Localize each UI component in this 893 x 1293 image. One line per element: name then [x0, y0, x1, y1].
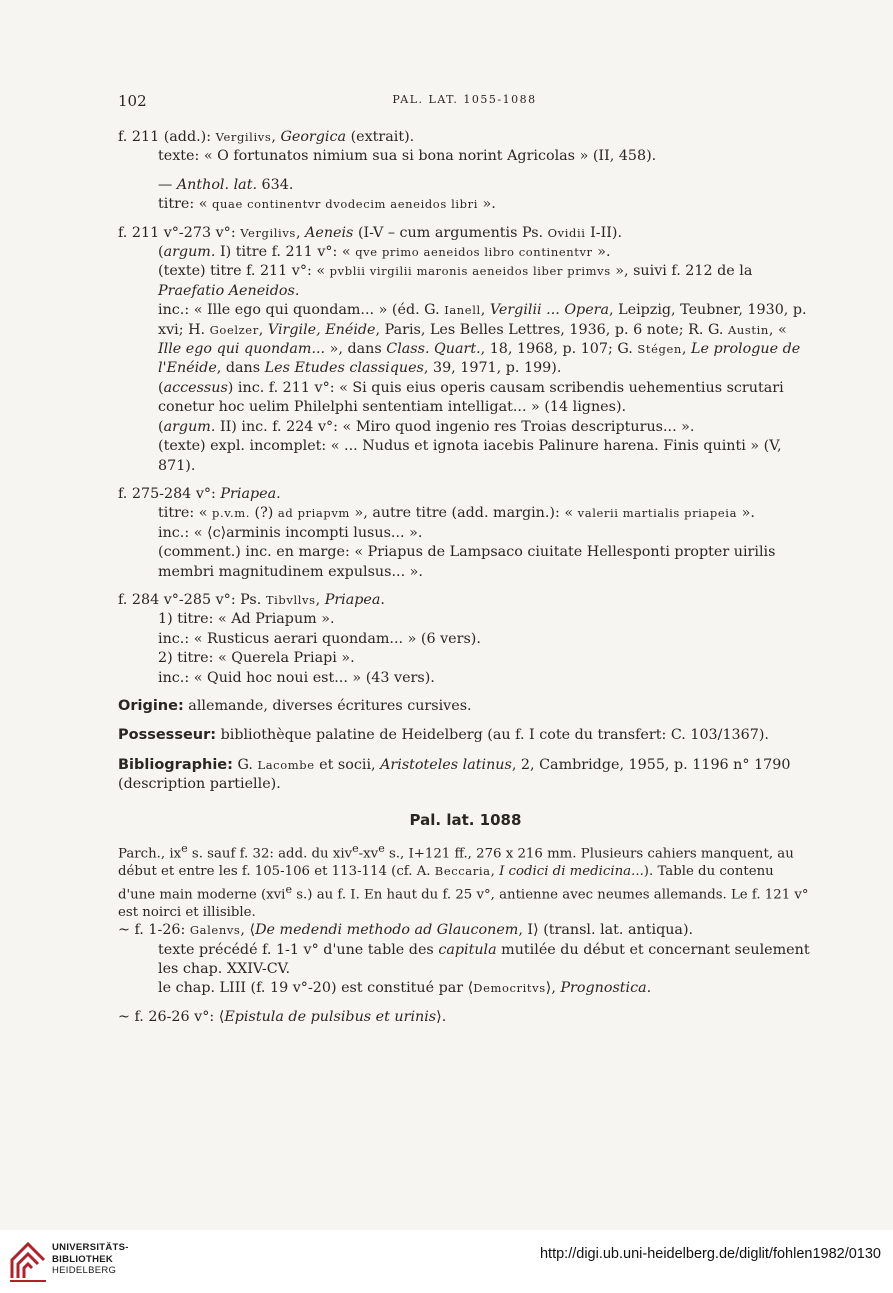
- text: .: [294, 282, 300, 299]
- text: .: [380, 591, 385, 608]
- entry-title: [118, 591, 813, 610]
- entry-priapea: [118, 485, 813, 582]
- text: , 18, 1968, p. 107; G.: [480, 341, 638, 358]
- text: ⟩.: [436, 1008, 447, 1025]
- text: .: [646, 980, 652, 997]
- italic-text: Les Etudes classiques: [264, 360, 424, 377]
- entry-title: [118, 921, 813, 940]
- italic-text: Vergilii ... Opera: [489, 302, 610, 319]
- text: bibliothèque palatine de Heidelberg (au f. I cote du transfert: C. 103/1367).: [216, 727, 769, 744]
- text: , dans: [216, 360, 265, 377]
- italic-text: argum.: [163, 244, 216, 261]
- superscript: e: [352, 842, 359, 855]
- author: Ianell: [444, 303, 481, 318]
- library-name-line: HEIDELBERG: [52, 1265, 117, 1276]
- text: (texte) titre f. 211 v°: «: [158, 263, 330, 280]
- text: f. 275-284 v°:: [118, 485, 221, 502]
- italic-text: Class. Quart.: [386, 341, 481, 358]
- text: Parch., ix: [118, 846, 182, 862]
- section-label: Origine:: [118, 697, 184, 714]
- entry-galenus: [118, 921, 813, 999]
- text: ) inc. f. 211 v°: « Si quis eius operis causam scribendis uehementius scrutari conetur hoc uelim Philelphi sententiam intelligat... » (14 lignes).: [158, 379, 784, 416]
- author: Goelzer: [209, 322, 259, 337]
- text: ~ f. 1-26:: [118, 922, 190, 939]
- entry-line: [158, 243, 813, 262]
- entry-line: inc.: « Rusticus aerari quondam... » (6 vers).: [158, 630, 481, 647]
- work-title: De medendi methodo ad Glauconem: [255, 922, 519, 939]
- author: Vergilivs: [240, 225, 296, 240]
- text: ,: [490, 864, 500, 880]
- work-title: Anthol. lat.: [176, 176, 257, 193]
- entry-title: [118, 128, 813, 147]
- text: ,: [271, 129, 281, 145]
- italic-text: Ille ego qui quondam...: [158, 341, 326, 358]
- italic-text: Virgile, Enéide: [267, 321, 376, 338]
- text: mutilée du début et concernant seulement les chap. XXIV-CV.: [158, 941, 810, 978]
- text: (I-V – cum argumentis Ps.: [353, 224, 548, 241]
- entry-aeneis: [118, 224, 813, 476]
- text: (: [158, 418, 164, 435]
- text: (extrait).: [346, 129, 415, 145]
- text: ~ f. 26-26 v°: ⟨: [118, 1008, 225, 1025]
- text: , Paris, Les Belles Lettres, 1936, p. 6 note; R. G.: [375, 321, 728, 338]
- superscript: e: [181, 842, 188, 855]
- author: Democritvs: [473, 981, 546, 996]
- work-title: Priapea: [324, 591, 381, 608]
- text: , 2, Cambridge, 1955, p. 1196 n° 1790 (description partielle).: [118, 756, 791, 793]
- small-caps-text: qve primo aeneidos libro continentvr: [355, 245, 593, 260]
- italic-text: Praefatio Aeneidos: [158, 282, 295, 299]
- small-caps-text: p.v.m.: [212, 506, 250, 521]
- superscript: e: [378, 842, 385, 855]
- entry-line: [158, 195, 813, 214]
- library-name: [52, 1242, 129, 1277]
- bibliographie-section: [118, 756, 813, 795]
- text: allemande, diverses écritures cursives.: [183, 697, 472, 714]
- entry-title: [118, 485, 813, 504]
- superscript: e: [285, 882, 292, 896]
- running-head: PAL. LAT. 1055-1088: [392, 93, 537, 106]
- text: inc.: « Ille ego qui quondam... » (éd. G.: [158, 302, 445, 319]
- text: -xv: [358, 846, 379, 862]
- text: », suivi f. 212 de la: [610, 263, 753, 280]
- author: Austin: [728, 322, 769, 337]
- entry-title: [118, 224, 813, 243]
- entry-line: [158, 418, 813, 437]
- entry-line: texte: « O fortunatos nimium sua si bona norint Agricolas » (II, 458).: [158, 148, 657, 165]
- italic-text: I codici di medicina...: [499, 864, 644, 880]
- text: ».: [737, 505, 755, 522]
- entry-epistula: [118, 1008, 813, 1027]
- italic-text: argum.: [163, 418, 216, 435]
- text: et socii,: [314, 756, 381, 773]
- entry-line: [158, 979, 813, 998]
- text: », dans: [325, 341, 387, 358]
- text: , 39, 1971, p. 199).: [423, 360, 562, 377]
- entry-line: [158, 379, 813, 418]
- work-title: Priapea: [220, 485, 277, 502]
- manuscript-heading: Pal. lat. 1088: [409, 810, 522, 829]
- text: ,: [315, 591, 325, 608]
- text: ,: [480, 302, 490, 319]
- work-title: Epistula de pulsibus et urinis: [224, 1008, 437, 1025]
- text: II) inc. f. 224 v°: « Miro quod ingenio res Troias descripturus... ».: [215, 418, 695, 435]
- text: », autre titre (add. margin.): «: [349, 505, 578, 522]
- entry-line: [158, 301, 813, 379]
- text: titre: «: [158, 196, 213, 213]
- text: (: [158, 244, 164, 261]
- entry-line: inc.: « ⟨c⟩arminis incompti lusus... ».: [158, 524, 423, 541]
- text: texte précédé f. 1-1 v° d'une table des: [158, 941, 439, 958]
- library-name-line: UNIVERSITÄTS-: [52, 1242, 129, 1253]
- author: Ovidii: [547, 225, 586, 240]
- text: ,: [295, 224, 306, 241]
- possesseur-section: [118, 726, 813, 745]
- text: ».: [592, 244, 611, 261]
- section-label: Bibliographie:: [118, 756, 233, 773]
- work-title: Georgica: [280, 129, 347, 145]
- text: 634.: [257, 176, 294, 193]
- text: le chap. LIII (f. 19 v°-20) est constitué par ⟨: [158, 980, 474, 997]
- text: titre: «: [158, 505, 213, 522]
- author: Vergilivs: [215, 130, 272, 144]
- text: I) titre f. 211 v°: «: [215, 244, 356, 261]
- text: , «: [768, 321, 787, 338]
- text: —: [158, 176, 177, 193]
- section-label: Possesseur:: [118, 727, 217, 744]
- text: ⟩,: [545, 980, 561, 997]
- page-body: [118, 128, 813, 1027]
- italic-text: Prognostica: [560, 980, 647, 997]
- entry-line: [158, 504, 813, 523]
- entry-anthol: [118, 176, 813, 215]
- small-caps-text: ad priapvm: [277, 506, 350, 521]
- author: Lacombe: [257, 757, 315, 772]
- small-caps-text: pvblii virgilii maronis aeneidos liber primvs: [329, 264, 611, 279]
- author: Galenvs: [189, 923, 241, 938]
- text: .: [276, 485, 281, 502]
- text: f. 211 v°-273 v°:: [118, 224, 241, 241]
- text: s.) au f. I. En haut du f. 25 v°, antienne avec neumes allemands. Le f. 121 v° est noirci et illisible.: [118, 887, 809, 920]
- italic-text: capitula: [438, 941, 497, 958]
- entry-line: 2) titre: « Querela Priapi ».: [158, 650, 355, 667]
- entry-line: (texte) expl. incomplet: « ... Nudus et ignota iacebis Palinure harena. Finis quinti » (V, 871).: [158, 438, 782, 474]
- text: ). Table du contenu d'une main moderne (xvi: [118, 864, 774, 903]
- text: s., I+121 ff., 276 x 216 mm. Plusieurs cahiers manquent, au début et entre les f. 105-106 et 113-114 (cf. A.: [118, 846, 794, 880]
- entry-line: inc.: « Quid hoc noui est... » (43 vers).: [158, 669, 435, 686]
- entry-title: [118, 1008, 813, 1027]
- entry-line: (comment.) inc. en marge: « Priapus de Lampsaco ciuitate Hellesponti propter uirilis membri magnitudinem expulsus... ».: [158, 544, 776, 580]
- manuscript-description: [118, 840, 813, 921]
- page-number: 102: [118, 92, 147, 110]
- page-header: [118, 92, 811, 112]
- text: , ⟨: [240, 922, 256, 939]
- text: ,: [258, 321, 268, 338]
- author: Stégen: [637, 342, 682, 357]
- entry-line: [158, 941, 813, 980]
- text: I-II).: [585, 224, 623, 241]
- viewer-footer: [0, 1230, 893, 1293]
- text: f. 284 v°-285 v°: Ps.: [118, 591, 266, 608]
- entry-title: [158, 176, 813, 195]
- text: ,: [681, 341, 691, 358]
- permalink-url[interactable]: http://digi.ub.uni-heidelberg.de/diglit/fohlen1982/0130: [539, 1246, 881, 1262]
- author: Beccaria: [434, 864, 491, 879]
- entry-georgica: [118, 128, 813, 167]
- text: G.: [232, 756, 258, 773]
- origine-section: [118, 697, 813, 716]
- library-name-line: BIBLIOTHEK: [52, 1253, 114, 1265]
- italic-text: Le prologue de l'Enéide: [158, 341, 801, 377]
- entry-tibullus: [118, 591, 813, 688]
- author: Tibvllvs: [265, 592, 316, 607]
- text: s. sauf f. 32: add. du xiv: [187, 846, 353, 862]
- text: (: [158, 379, 164, 396]
- text: f. 211 (add.):: [118, 129, 216, 145]
- italic-text: Aristoteles latinus: [380, 756, 512, 773]
- library-logo-icon: [8, 1238, 48, 1284]
- small-caps-text: valerii martialis priapeia: [577, 506, 738, 521]
- text: ».: [477, 196, 496, 213]
- text: , I⟩ (transl. lat. antiqua).: [518, 922, 694, 939]
- work-title: Aeneis: [305, 224, 354, 241]
- text: , Leipzig, Teubner, 1930, p. xvi; H.: [158, 302, 807, 338]
- text: (?): [249, 505, 278, 522]
- entry-line: [158, 262, 813, 301]
- small-caps-text: quae continentvr dvodecim aeneidos libri: [212, 197, 478, 212]
- italic-text: accessus: [163, 379, 228, 396]
- entry-line: 1) titre: « Ad Priapum ».: [158, 611, 335, 628]
